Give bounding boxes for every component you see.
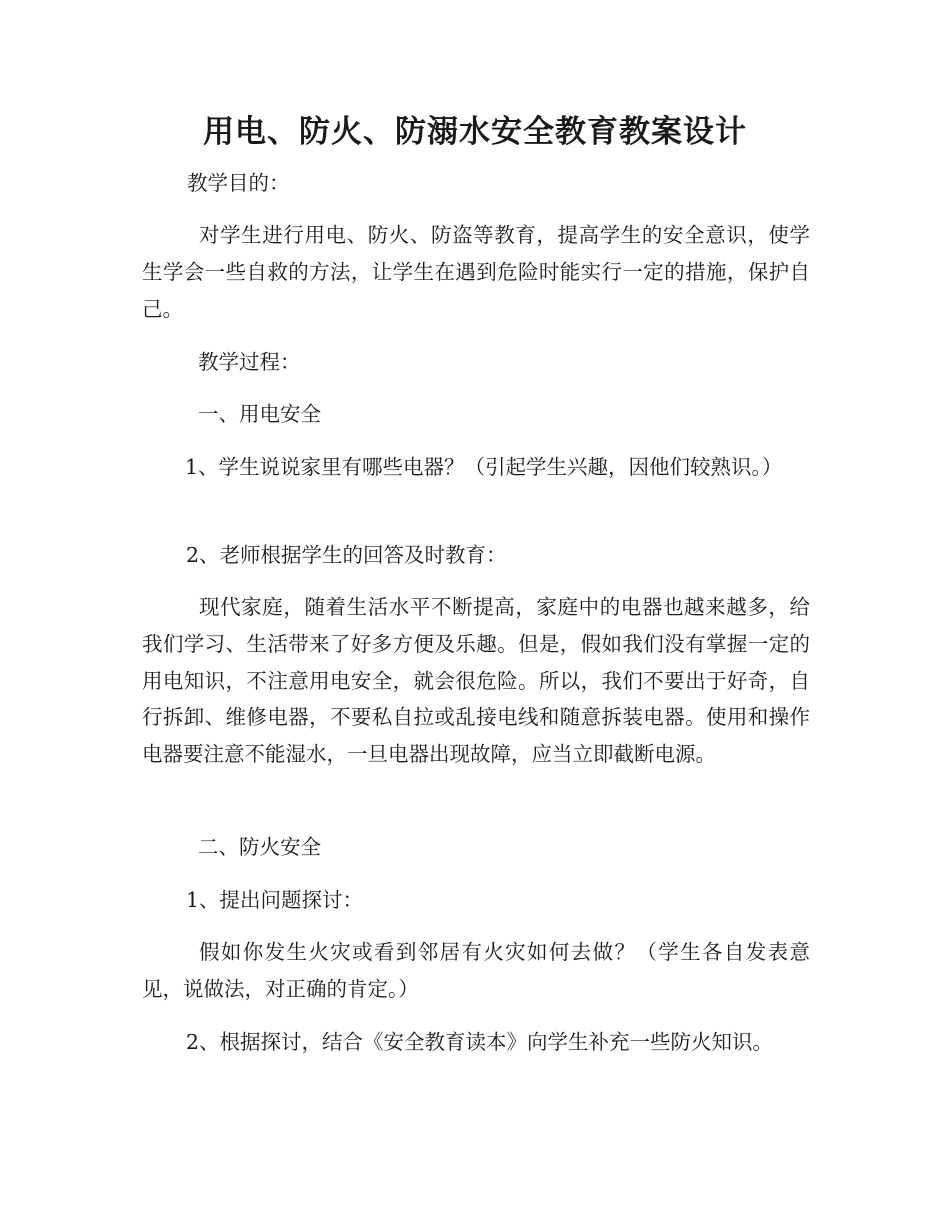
electricity-item-2: 2、老师根据学生的回答及时教育： xyxy=(186,543,507,567)
objective-paragraph: 对学生进行用电、防火、防盗等教育，提高学生的安全意识，使学生学会一些自救的方法，让学生在遇到危险时能实行一定的措施，保护自己。 xyxy=(142,223,810,321)
section-heading-electricity: 一、用电安全 xyxy=(198,402,321,426)
fire-item-2: 2、根据探讨，结合《安全教育读本》向学生补充一些防火知识。 xyxy=(186,1030,774,1054)
process-heading: 教学过程： xyxy=(198,350,301,374)
electricity-paragraph: 现代家庭，随着生活水平不断提高，家庭中的电器也越来越多，给我们学习、生活带来了好多方便及乐趣。但是，假如我们没有掌握一定的用电知识，不注意用电安全，就会很危险。所以，我们不要出于好奇，自行拆卸、维修电器，不要私自拉或乱接电线和随意拆装电器。使用和操作电器要注意不能湿水，一旦电器出现故障，应当立即截断电源。 xyxy=(142,595,810,767)
section-heading-fire: 二、防火安全 xyxy=(198,835,321,859)
document-title: 用电、防火、防溺水安全教育教案设计 xyxy=(203,114,747,150)
objective-heading: 教学目的： xyxy=(187,171,290,195)
fire-question-paragraph: 假如你发生火灾或看到邻居有火灾如何去做？（学生各自发表意见，说做法，对正确的肯定。） xyxy=(142,940,810,1001)
electricity-item-1: 1、学生说说家里有哪些电器？（引起学生兴趣，因他们较熟识。） xyxy=(185,455,783,479)
fire-item-1: 1、提出问题探讨： xyxy=(186,888,364,912)
